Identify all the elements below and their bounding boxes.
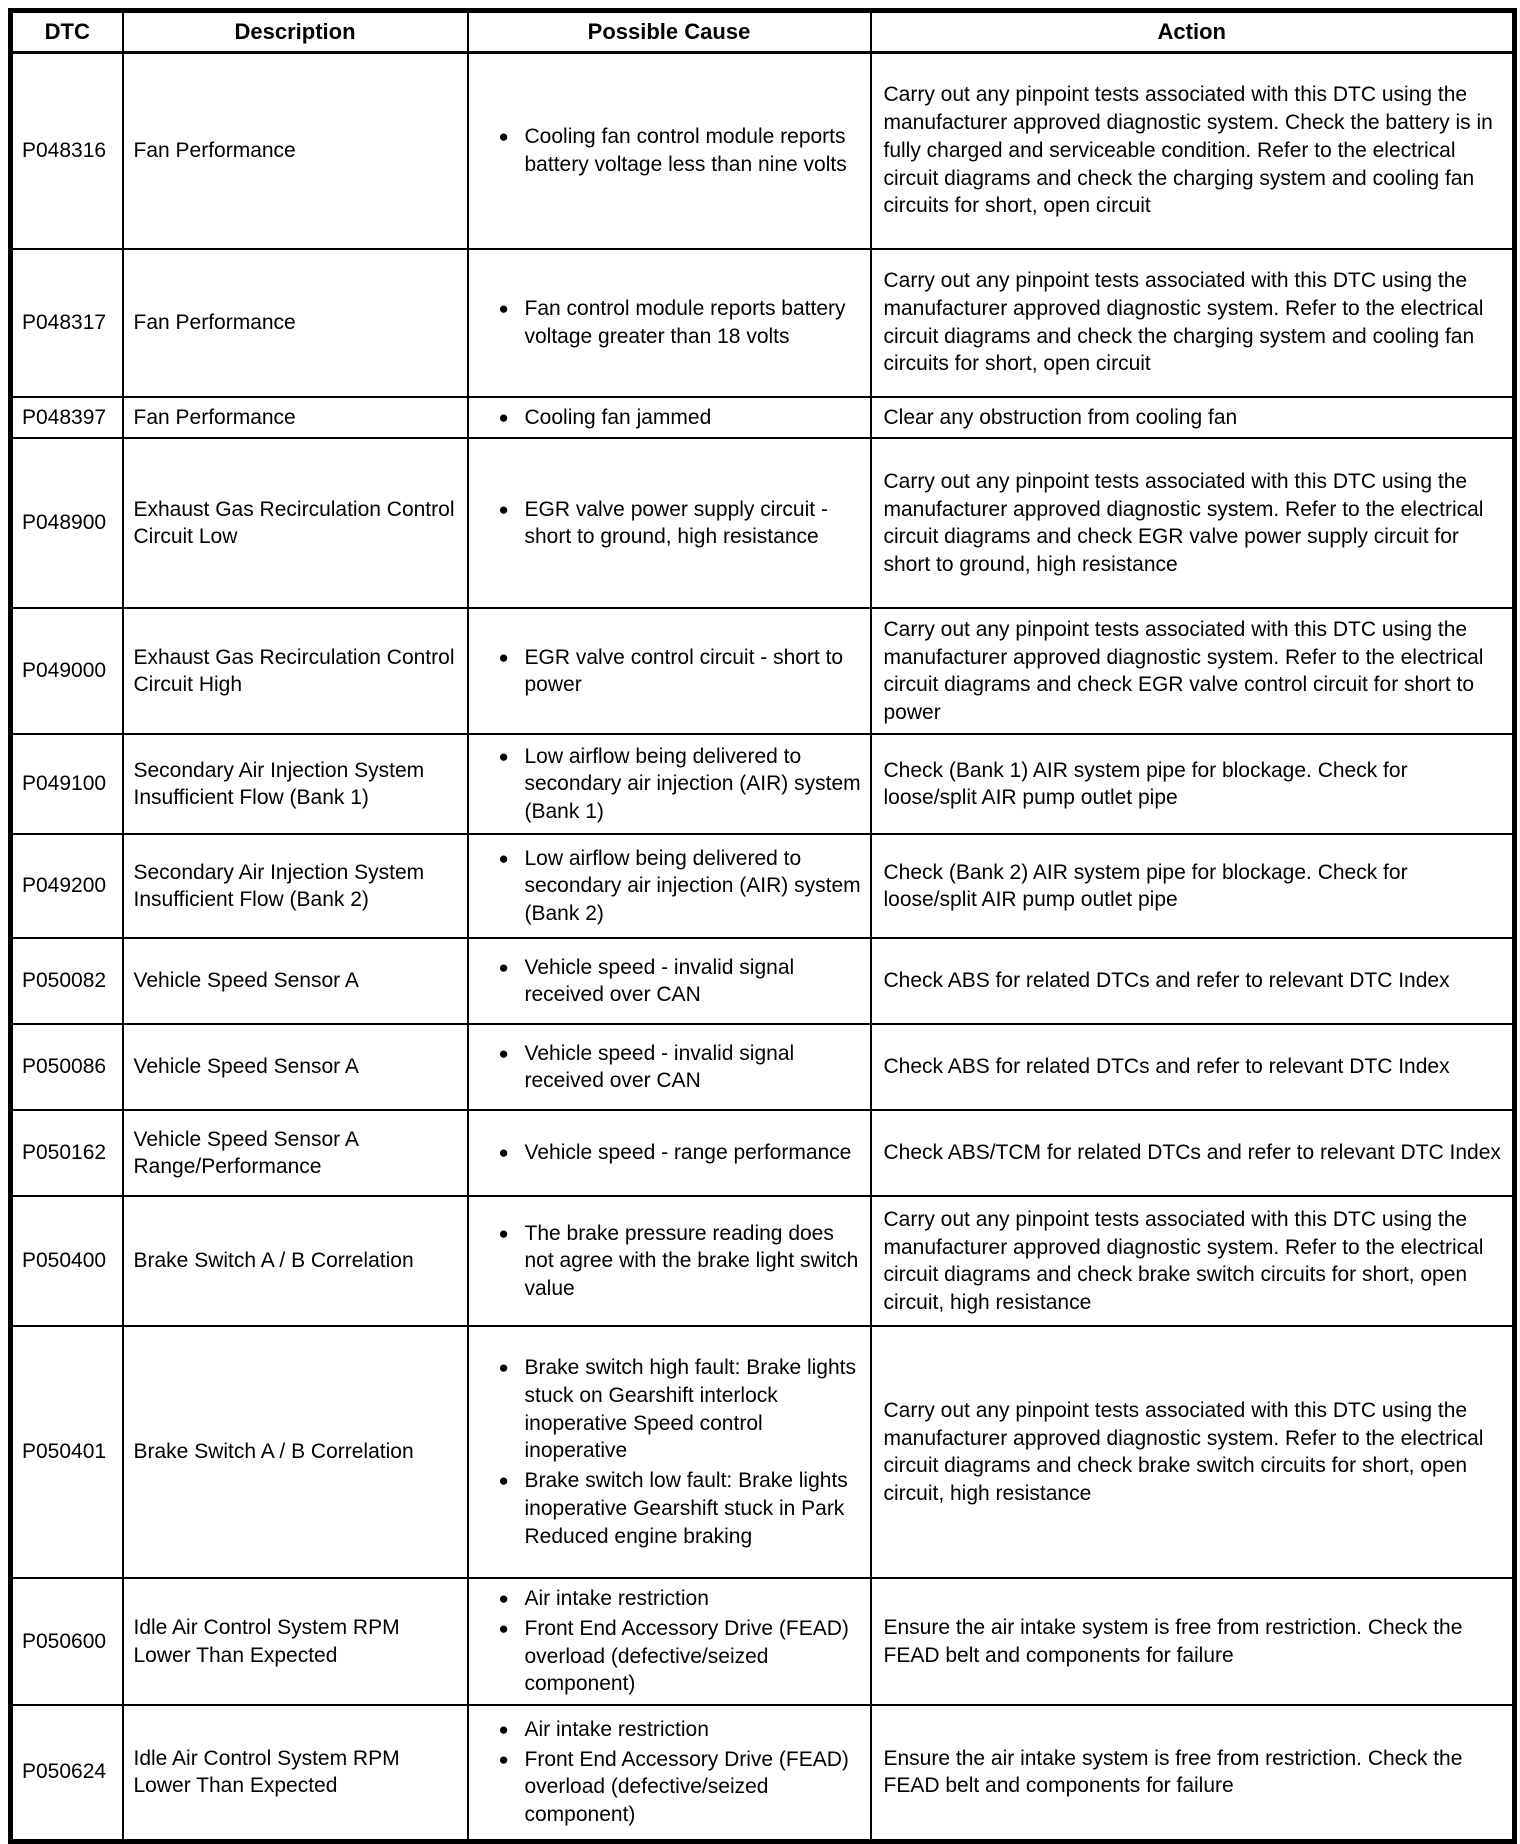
possible-cause-cell [468, 438, 871, 608]
action-cell [871, 1705, 1515, 1841]
action-cell [871, 1110, 1515, 1196]
action-text: Check (Bank 2) AIR system pipe for blockage. Check for loose/split AIR pump outlet pipe [883, 860, 1408, 912]
cause-item: ● EGR valve power supply circuit - short to ground, high resistance [499, 496, 864, 551]
description-cell [123, 834, 468, 938]
table-row [11, 1326, 1515, 1578]
dtc-code: P049000 [22, 659, 107, 683]
dtc-code-cell [11, 397, 123, 439]
cause-item: ● Brake switch high fault: Brake lights stuck on Gearshift interlock inoperative Speed control inoperative [499, 1354, 864, 1465]
dtc-code: P050162 [22, 1141, 107, 1165]
description-text: Vehicle Speed Sensor A [133, 969, 359, 993]
dtc-code: P050600 [22, 1629, 107, 1653]
possible-cause-cell [468, 1196, 871, 1326]
table-row [11, 834, 1515, 938]
description-text: Fan Performance [133, 310, 296, 334]
description-cell [123, 249, 468, 397]
cause-list [469, 496, 864, 551]
action-text: Carry out any pinpoint tests associated with this DTC using the manufacturer approved diagnostic system. Refer to the electrical circuit diagrams and check the charging system and cooling fan circuits for short, open circuit [883, 269, 1484, 376]
dtc-code-cell [11, 1024, 123, 1110]
dtc-code-cell [11, 1705, 123, 1841]
dtc-code-cell [11, 734, 123, 834]
action-cell [871, 1024, 1515, 1110]
action-cell [871, 53, 1515, 249]
table-row [11, 53, 1515, 249]
action-cell [871, 397, 1515, 439]
possible-cause-cell [468, 734, 871, 834]
dtc-code-cell [11, 1110, 123, 1196]
description-text: Exhaust Gas Recirculation Control Circuit High [133, 645, 455, 697]
action-cell [871, 1326, 1515, 1578]
description-cell [123, 1110, 468, 1196]
cause-item: ● Cooling fan control module reports battery voltage less than nine volts [499, 123, 864, 178]
cause-list [469, 404, 864, 432]
dtc-code: P050086 [22, 1055, 107, 1079]
description-cell [123, 53, 468, 249]
dtc-code: P048316 [22, 138, 107, 162]
possible-cause-cell [468, 1326, 871, 1578]
table-row [11, 1578, 1515, 1705]
description-cell [123, 1705, 468, 1841]
action-text: Carry out any pinpoint tests associated with this DTC using the manufacturer approved diagnostic system. Check the battery is in fully charged and serviceable condition. Refer to the electrical circuit diagrams and check the charging system and cooling fan circuits for short, open circuit [883, 83, 1493, 218]
dtc-code-cell [11, 1578, 123, 1705]
action-text: Ensure the air intake system is free from restriction. Check the FEAD belt and components for failure [883, 1746, 1463, 1798]
dtc-code-cell [11, 1326, 123, 1578]
description-text: Exhaust Gas Recirculation Control Circuit Low [133, 497, 455, 549]
cause-item: ● Brake switch low fault: Brake lights inoperative Gearshift stuck in Park Reduced engine braking [499, 1467, 864, 1550]
description-cell [123, 1326, 468, 1578]
cause-item: ● EGR valve control circuit - short to power [499, 644, 864, 699]
dtc-code: P050082 [22, 969, 107, 993]
cause-list [469, 1354, 864, 1550]
dtc-code: P050624 [22, 1760, 107, 1784]
action-text: Carry out any pinpoint tests associated with this DTC using the manufacturer approved diagnostic system. Refer to the electrical circuit diagrams and check brake switch circuits for short, open circuit, high resistance [883, 1398, 1484, 1505]
action-cell [871, 734, 1515, 834]
cause-list [469, 845, 864, 928]
cause-item: ● Vehicle speed - invalid signal received over CAN [499, 954, 864, 1009]
cause-list [469, 644, 864, 699]
possible-cause-cell [468, 249, 871, 397]
action-cell [871, 249, 1515, 397]
table-header-row [11, 11, 1515, 53]
cause-list [469, 743, 864, 826]
cause-item: ● Front End Accessory Drive (FEAD) overload (defective/seized component) [499, 1615, 864, 1698]
cause-item: ● Vehicle speed - invalid signal received over CAN [499, 1040, 864, 1095]
action-text: Carry out any pinpoint tests associated with this DTC using the manufacturer approved diagnostic system. Refer to the electrical circuit diagrams and check EGR valve power supply circuit for short to ground, high resistance [883, 469, 1484, 576]
cause-list [469, 1139, 864, 1167]
possible-cause-cell [468, 53, 871, 249]
description-text: Idle Air Control System RPM Lower Than Expected [133, 1746, 400, 1798]
description-text: Fan Performance [133, 405, 296, 429]
dtc-code-cell [11, 608, 123, 734]
table-body [11, 53, 1515, 1842]
action-text: Check ABS for related DTCs and refer to relevant DTC Index [883, 1055, 1450, 1079]
dtc-code: P048317 [22, 310, 107, 334]
action-cell [871, 608, 1515, 734]
header-description: Description [123, 11, 468, 53]
action-cell [871, 938, 1515, 1024]
action-text: Carry out any pinpoint tests associated with this DTC using the manufacturer approved diagnostic system. Refer to the electrical circuit diagrams and check EGR valve control circuit for short to power [883, 617, 1484, 724]
header-dtc: DTC [11, 11, 123, 53]
possible-cause-cell [468, 397, 871, 439]
table-row [11, 1110, 1515, 1196]
table-row [11, 1705, 1515, 1841]
cause-item: ● The brake pressure reading does not agree with the brake light switch value [499, 1220, 864, 1303]
table-row [11, 397, 1515, 439]
table-row [11, 249, 1515, 397]
header-possible-cause: Possible Cause [468, 11, 871, 53]
description-text: Vehicle Speed Sensor A [133, 1055, 359, 1079]
cause-list [469, 295, 864, 350]
description-cell [123, 397, 468, 439]
cause-list [469, 1585, 864, 1698]
description-cell [123, 1024, 468, 1110]
description-text: Secondary Air Injection System Insufficient Flow (Bank 1) [133, 758, 425, 810]
table-row [11, 1024, 1515, 1110]
dtc-code-cell [11, 249, 123, 397]
cause-list [469, 954, 864, 1009]
description-cell [123, 438, 468, 608]
cause-item: ● Fan control module reports battery voltage greater than 18 volts [499, 295, 864, 350]
description-cell [123, 1196, 468, 1326]
possible-cause-cell [468, 1110, 871, 1196]
cause-item: ● Low airflow being delivered to secondary air injection (AIR) system (Bank 2) [499, 845, 864, 928]
description-cell [123, 734, 468, 834]
description-cell [123, 938, 468, 1024]
action-text: Carry out any pinpoint tests associated with this DTC using the manufacturer approved diagnostic system. Refer to the electrical circuit diagrams and check brake switch circuits for short, open circuit, high resistance [883, 1207, 1484, 1314]
dtc-code: P049200 [22, 874, 107, 898]
dtc-code-cell [11, 53, 123, 249]
table-row [11, 734, 1515, 834]
table-row [11, 438, 1515, 608]
cause-item: ● Front End Accessory Drive (FEAD) overload (defective/seized component) [499, 1746, 864, 1829]
cause-list [469, 1220, 864, 1303]
description-cell [123, 608, 468, 734]
action-cell [871, 438, 1515, 608]
cause-item: ● Air intake restriction [499, 1716, 864, 1744]
cause-list [469, 1040, 864, 1095]
possible-cause-cell [468, 608, 871, 734]
dtc-code-cell [11, 438, 123, 608]
action-cell [871, 834, 1515, 938]
cause-item: ● Cooling fan jammed [499, 404, 864, 432]
table-row [11, 1196, 1515, 1326]
description-text: Vehicle Speed Sensor A Range/Performance [133, 1127, 358, 1179]
dtc-code: P050400 [22, 1249, 107, 1273]
possible-cause-cell [468, 1024, 871, 1110]
description-text: Brake Switch A / B Correlation [133, 1249, 414, 1273]
dtc-code: P050401 [22, 1440, 107, 1464]
possible-cause-cell [468, 938, 871, 1024]
description-text: Secondary Air Injection System Insufficient Flow (Bank 2) [133, 860, 425, 912]
dtc-code: P049100 [22, 772, 107, 796]
action-text: Check ABS for related DTCs and refer to relevant DTC Index [883, 969, 1450, 993]
dtc-code-cell [11, 1196, 123, 1326]
dtc-index-table [8, 8, 1517, 1844]
dtc-code: P048397 [22, 405, 107, 429]
possible-cause-cell [468, 834, 871, 938]
header-action: Action [871, 11, 1515, 53]
cause-item: ● Vehicle speed - range performance [499, 1139, 864, 1167]
action-cell [871, 1196, 1515, 1326]
action-cell [871, 1578, 1515, 1705]
description-text: Fan Performance [133, 138, 296, 162]
table-row [11, 608, 1515, 734]
dtc-code-cell [11, 938, 123, 1024]
dtc-code: P048900 [22, 511, 107, 535]
possible-cause-cell [468, 1578, 871, 1705]
table-row [11, 938, 1515, 1024]
description-cell [123, 1578, 468, 1705]
cause-item: ● Low airflow being delivered to secondary air injection (AIR) system (Bank 1) [499, 743, 864, 826]
cause-item: ● Air intake restriction [499, 1585, 864, 1613]
action-text: Check (Bank 1) AIR system pipe for blockage. Check for loose/split AIR pump outlet pipe [883, 758, 1408, 810]
action-text: Check ABS/TCM for related DTCs and refer to relevant DTC Index [883, 1141, 1501, 1165]
description-text: Brake Switch A / B Correlation [133, 1440, 414, 1464]
dtc-code-cell [11, 834, 123, 938]
cause-list [469, 123, 864, 178]
cause-list [469, 1716, 864, 1829]
action-text: Clear any obstruction from cooling fan [883, 405, 1238, 429]
description-text: Idle Air Control System RPM Lower Than Expected [133, 1615, 400, 1667]
possible-cause-cell [468, 1705, 871, 1841]
action-text: Ensure the air intake system is free from restriction. Check the FEAD belt and components for failure [883, 1615, 1463, 1667]
